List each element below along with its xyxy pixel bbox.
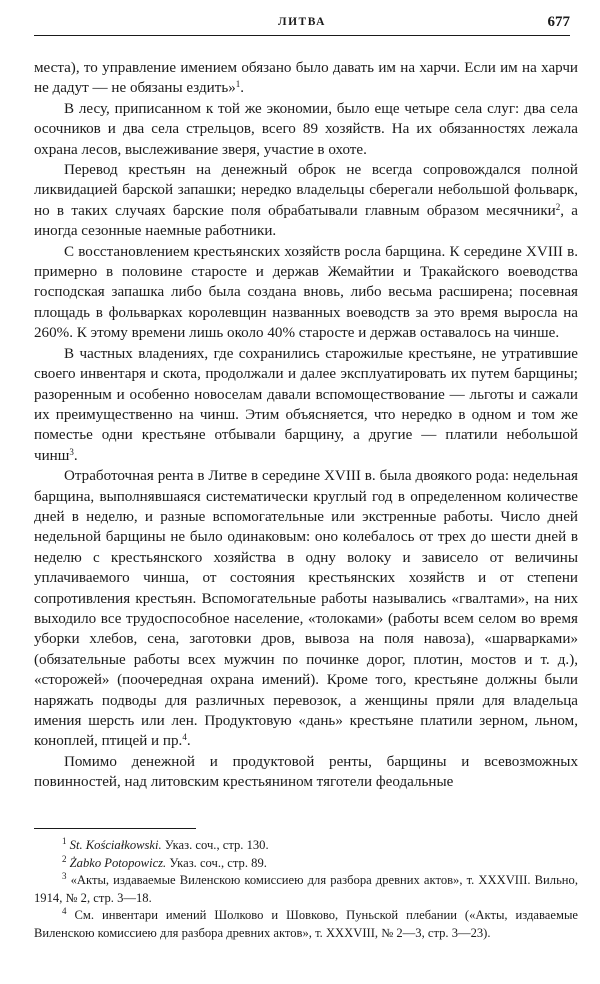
- footnote-text: Указ. соч., стр. 89.: [166, 855, 267, 870]
- paragraph: [34, 466, 578, 752]
- paragraph: [34, 752, 578, 793]
- footnote: [34, 872, 578, 907]
- footnote-number: 4: [62, 906, 67, 917]
- paragraph-tail: .: [186, 733, 191, 750]
- footnote-ref: 3: [69, 446, 74, 457]
- footnote-number: 1: [62, 836, 67, 846]
- footnote-author: St. Kościałkowski.: [69, 838, 162, 852]
- footnote: [34, 907, 578, 942]
- footnote-number: 2: [62, 853, 67, 864]
- footnote-number: 3: [62, 871, 67, 882]
- page-number: 677: [547, 14, 570, 30]
- footnote: [34, 855, 578, 873]
- footnote-ref: 4: [182, 732, 187, 743]
- paragraph-tail: , а иногда сезонные наемные работники.: [34, 202, 579, 240]
- footnote-author: Żabko Potopowicz.: [69, 855, 167, 870]
- footnote: [34, 837, 578, 855]
- footnote-ref: 1: [235, 79, 241, 90]
- footnote-text: «Акты, издаваемые Виленскою комиссиею для разбора древних актов», т. XXXVIII. Вильно, 1914, № 2, стр. 3—18.: [34, 873, 578, 905]
- paragraph: [34, 344, 578, 466]
- paragraph: [34, 58, 578, 99]
- running-title: ЛИТВА: [278, 16, 326, 28]
- footnote-text: См. инвентари имений Шолково и Шовково, Пуньской плебании («Акты, издаваемые Виленскою комиссиею для разбора древних актов», т. XXXVIII, № 2—3, стр. 3—23).: [34, 908, 578, 940]
- paragraph-tail: .: [73, 447, 78, 464]
- paragraph-text: места), то управление имением обязано было давать им на харчи. Если им на харчи не дадут — не обязаны ездить»: [34, 60, 578, 97]
- paragraph: [34, 242, 578, 344]
- paragraph-text: С восстановлением крестьянских хозяйств росла барщина. К середине XVIII в. примерно в половине старосте и держав Жемайтии и Тракайского воеводства господская запашка либо была создана вновь, либо весьма расширена; посевная площадь в фольварках королевщин названных воеводств за это время выросла на 260%. К этому времени лишь около 40% старосте и держав оставалось на чиншe.: [34, 243, 578, 342]
- footnote-text: Указ. соч., стр. 130.: [161, 838, 269, 852]
- footnote-separator: [34, 828, 196, 829]
- paragraph-text: В лесу, приписанном к той же экономии, было еще четыре села слуг: два села осочников и два села стрельцов, всего 89 хозяйств. На их обязанностях лежала охрана лесов, выслеживание зверя, участие в охоте.: [34, 100, 578, 158]
- paragraph-text: Перевод крестьян на денежный оброк не всегда сопровождался полной ликвидацией барской запашки; нередко владельцы сберегали небольшой фольварк, но в таких случаях барские поля обрабатывали главным образом месячники: [34, 162, 578, 219]
- paragraph-text: В частных владениях, где сохранились старожилые крестьяне, не утратившие своего инвентаря и скота, продолжали и далее эксплуатировать их путем барщины; разоренным и особенно новоселам давали вспомоществование — льготы и сажали их преимущественно на чинш. Этим объясняется, что нередко в одном и том же поместье одни крестьяне отбывали барщину, а другие — платили небольшой чинш: [34, 345, 578, 464]
- paragraph: [34, 160, 578, 242]
- paragraph: [34, 99, 578, 160]
- footnote-ref: 2: [555, 201, 561, 212]
- header-rule: [34, 35, 570, 36]
- paragraph-text: Отработочная рента в Литве в середине XVIII в. была двоякого рода: недельная барщина, выполнявшаяся систематически круглый год в определенном количестве дней в неделю, и разные вспомогательные или экстренные работы. Число дней недельной барщины не было одинаковым: оно колебалось от трех до шести дней в неделю с крестьянского хозяйства в одну волоку и зависело от величины уплачиваемого чинша, от состояния крестьянских хозяйств и от степени сопротивления крестьян. Вспомогательные работы назывались «гвалтами», на них выходило все трудоспособное население, «толоками» (работы всем селом во время уборки хлебов, сена, заготовки дров, вывоза на поля навоза), «шарварками» (обязательные работы всех мужчин по починке дорог, плотин, мостов и т. д.), «сторожей» (поочередная охрана имений). Кроме того, крестьяне должны были наряжать подводы для различных перевозок, а женщины пряли для владельца имения шерсть или лен. Продуктовую «дань» крестьяне платили зерном, льном, коноплей, птицей и пр.: [34, 468, 578, 750]
- paragraph-tail: .: [240, 80, 245, 97]
- body-text: [34, 58, 578, 793]
- footnotes: [34, 837, 578, 943]
- running-header: [34, 14, 570, 36]
- paragraph-text: Помимо денежной и продуктовой ренты, барщины и всевозможных повинностей, над литовским крестьянином тяготели феодальные: [34, 753, 578, 791]
